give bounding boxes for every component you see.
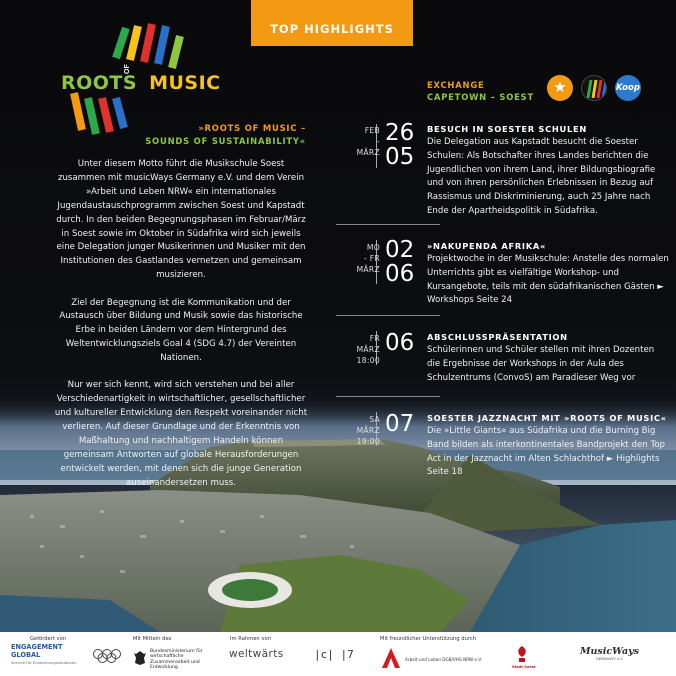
intro-text [54,158,308,504]
logo-music: MUSIC [149,72,221,94]
event-3-date-label: FR MÄRZ 18:00 [356,334,380,365]
bmz-logo-text: Bundesministerium für wirtschaftliche Zusammenarbeit und Entwicklung [150,649,203,671]
intro-paragraph-3: Nur wer sich kennt, wird sich verstehen und bei aller Verschiedenartigkeit in wirtschaftlicher, gesellschaftlicher und kultureller Entwicklung den Respekt voreinander nicht verlieren. Auf dieser Grundlage und der Erkenntnis von Maßhaltung und nachhaltigem Handeln können gemeinsam Antworten auf globale Herausforderungen entwickelt werden, mit denen sich die junge Generation auseinandersetzen muss. [54,380,308,488]
label-gefoerdert: Gefördert von [30,636,67,642]
arbeit-und-leben-logo-icon [380,646,402,670]
slogan-line-1: »ROOTS OF MUSIC – [198,123,306,133]
event-4-date-label: SA MÄRZ 19:00 [356,415,380,446]
musicways-logo: MusicWays GERMANY e.V. [580,646,640,661]
event-3-title: ABSCHLUSSPRÄSENTATION [427,332,568,342]
logo-of: OF [124,64,131,74]
stadt-soest-text: Stadt Soest [512,665,536,669]
weltwaerts-logo: weltwärts [229,648,284,660]
logo-wordmark [61,72,221,94]
event-1-day-start: 26 [385,120,415,146]
event-4-title: SOESTER JAZZNACHT MIT »ROOTS OF MUSIC« [427,413,667,423]
event-2-title: »NAKUPENDA AFRIKA« [427,241,547,251]
event-1-title: BESUCH IN SOESTER SCHULEN [427,124,587,134]
partner-badges [547,75,647,103]
exchange-heading [427,79,534,103]
event-1-date-label: FEB - MÄRZ [356,126,380,157]
stadt-soest-logo-icon [515,645,529,663]
divider-2 [336,315,440,316]
event-4-description: Die »Little Giants« aus Südafrika und die Burning Big Band bilden als interkontinentales Bandprojekt den Top Act in der Jazznacht im Alten Schlachthof ► Highlights Seite 18 [427,426,665,478]
divider-3 [336,396,440,397]
olympic-rings-icon [92,648,122,664]
event-2-day-start: 02 [385,237,415,263]
slogan-line-2: SOUNDS OF SUSTAINABILITY« [145,136,306,146]
event-1-description: Die Delegation aus Kapstadt besucht die Soester Schulen: Als Botschafter ihres Landes berichten die Jugendlichen von ihrem Land, ihrer Bildungsbiografie und von ihren persönlichen Erlebnissen in Bezug auf Rassismus und Diskriminierung, auch 25 Jahre nach Ende der Apartheidspolitik in Südafrika. [427,137,656,216]
page-marker: |c| |7 [314,648,354,661]
event-3-day: 06 [385,330,415,356]
engagement-global-logo: ENGAGEMENT GLOBAL Service für Entwicklungsinitiativen [11,643,77,666]
federal-eagle-icon [133,649,147,667]
star-icon: ★ [547,75,573,101]
koop-badge: Koop [615,75,641,101]
event-4-day: 07 [385,411,415,437]
label-unterstuetzung: Mit freundlicher Unterstützung durch [380,636,476,642]
arbeit-und-leben-text: Arbeit und Leben DGB/VHS NRW e.V. [405,657,482,662]
intro-paragraph-2: Ziel der Begegnung ist die Kommunikation und der Austausch über Bildung und Musik sowie das historische Erbe in beiden Ländern vor dem Hintergrund des Weltentwicklungsziels Goal 4 (SDG 4.7) der Vereinten Nationen. [59,297,303,364]
top-highlights-tab: TOP HIGHLIGHTS [251,0,413,46]
slogan [145,122,306,148]
event-2-date-label: MO - FR MÄRZ [356,243,380,274]
divider-1 [336,224,440,225]
exchange-line-1: EXCHANGE [427,80,485,90]
label-mitteln: Mit Mitteln des [133,636,172,642]
intro-paragraph-1: Unter diesem Motto führt die Musikschule Soest zusammen mit musicWays Germany e.V. und dem Verein »Arbeit und Leben NRW« ein internationales Jugendaustauschprogramm zwischen Soest und Kapstadt durch. In den beiden Begegnungsphasen im Februar/März in Soest sowie im Oktober in Südafrika wird sich jeweils eine Delegation junger Musikerinnen und Musiker mit den Institutionen des Gastlandes vernetzen und gemeinsam musizieren. [56,159,306,281]
event-3-description: Schülerinnen und Schüler stellen mit ihren Dozenten die Ergebnisse der Workshops in der Aula des Schulzentrums (ConvoS) am Paradieser Weg vor [427,345,655,383]
roots-stripes-icon [581,75,607,101]
exchange-line-2: CAPETOWN – SOEST [427,92,535,102]
event-2-description: Projektwoche in der Musikschule: Anstelle des normalen Unterrichts gibt es vielfältige Workshop- und Kursangebote, teils mit den südafrikanischen Gästen ► Workshops Seite 24 [427,254,669,306]
label-rahmen: Im Rahmen von [230,636,271,642]
logo-roots: ROOTS [61,72,138,94]
event-1-day-end: 05 [385,144,415,170]
sponsor-footer [0,632,676,676]
event-2-day-end: 06 [385,261,415,287]
